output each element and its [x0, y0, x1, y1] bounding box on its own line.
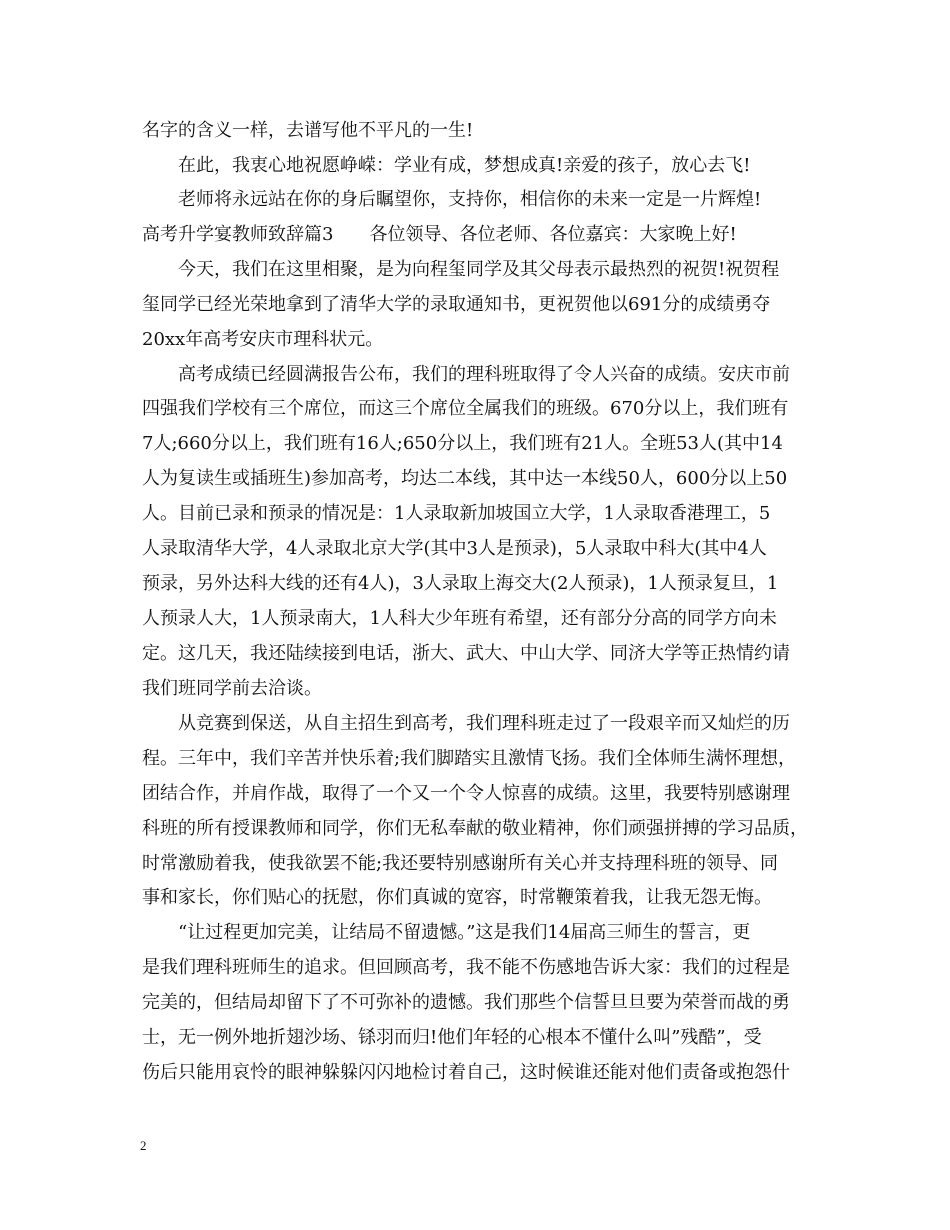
text-line: 今天，我们在这里相聚，是为向程玺同学及其父母表示最热烈的祝贺!祝贺程 [178, 259, 780, 280]
text-line: 高考成绩已经圆满报告公布，我们的理科班取得了令人兴奋的成绩。安庆市前 [178, 364, 790, 385]
text-line: 名字的含义一样，去谱写他不平凡的一生! [142, 120, 474, 141]
text-line: 玺同学已经光荣地拿到了清华大学的录取通知书，更祝贺他以691分的成绩勇夺 [142, 294, 771, 315]
text-line: 程。三年中，我们辛苦并快乐着;我们脚踏实且激情飞扬。我们全体师生满怀理想， [142, 748, 797, 769]
text-line: 预录，另外达科大线的还有4人)，3人录取上海交大(2人预录)，1人预录复旦，1 [142, 573, 779, 594]
text-line: 事和家长，你们贴心的抚慰，你们真诚的宽容，时常鞭策着我，让我无怨无悔。 [142, 887, 772, 908]
text-line: 是我们理科班师生的追求。但回顾高考，我不能不伤感地告诉大家：我们的过程是 [142, 957, 790, 978]
text-line: 我们班同学前去洽谈。 [142, 678, 322, 699]
text-line: 团结合作，并肩作战，取得了一个又一个令人惊喜的成绩。这里，我要特别感谢理 [142, 783, 790, 804]
section-heading: 高考升学宴教师致辞篇3 各位领导、各位老师、各位嘉宾：大家晚上好! [142, 224, 737, 245]
text-line: 人。目前已录和预录的情况是：1人录取新加坡国立大学，1人录取香港理工，5 [142, 503, 771, 524]
text-line: 20xx年高考安庆市理科状元。 [142, 329, 384, 350]
text-line: 时常激励着我，使我欲罢不能;我还要特别感谢所有关心并支持理科班的领导、同 [142, 853, 779, 874]
text-line: 定。这几天，我还陆续接到电话，浙大、武大、中山大学、同济大学等正热情约请 [142, 643, 790, 664]
text-line: “让过程更加完美，让结局不留遗憾。”这是我们14届高三师生的誓言，更 [178, 922, 751, 943]
text-line: 人录取清华大学，4人录取北京大学(其中3人是预录)，5人录取中科大(其中4人 [142, 538, 767, 559]
text-line: 7人;660分以上，我们班有16人;650分以上，我们班有21人。全班53人(其中14 [142, 433, 783, 454]
text-line: 伤后只能用哀怜的眼神躲躲闪闪地检讨着自己，这时候谁还能对他们责备或抱怨什 [142, 1062, 790, 1083]
text-line: 老师将永远站在你的身后瞩望你，支持你，相信你的未来一定是一片辉煌! [178, 189, 762, 210]
page-number: 2 [140, 1138, 147, 1153]
text-line: 士，无一例外地折翅沙场、铩羽而归!他们年轻的心根本不懂什么叫”残酷”，受 [142, 1027, 762, 1048]
text-line: 从竞赛到保送，从自主招生到高考，我们理科班走过了一段艰辛而又灿烂的历 [178, 713, 790, 734]
text-line: 人为复读生或插班生)参加高考，均达二本线，其中达一本线50人，600分以上50 [142, 468, 788, 489]
text-line: 完美的，但结局却留下了不可弥补的遗憾。我们那些个信誓旦旦要为荣誉而战的勇 [142, 992, 790, 1013]
text-line: 四强我们学校有三个席位，而这三个席位全属我们的班级。670分以上，我们班有 [142, 398, 789, 419]
text-line: 科班的所有授课教师和同学，你们无私奉献的敬业精神，你们顽强拼搏的学习品质， [142, 818, 808, 839]
text-line: 人预录人大，1人预录南大，1人科大少年班有希望，还有部分分高的同学方向未 [142, 608, 777, 629]
text-line: 在此，我衷心地祝愿峥嵘：学业有成，梦想成真!亲爱的孩子，放心去飞! [178, 155, 751, 176]
